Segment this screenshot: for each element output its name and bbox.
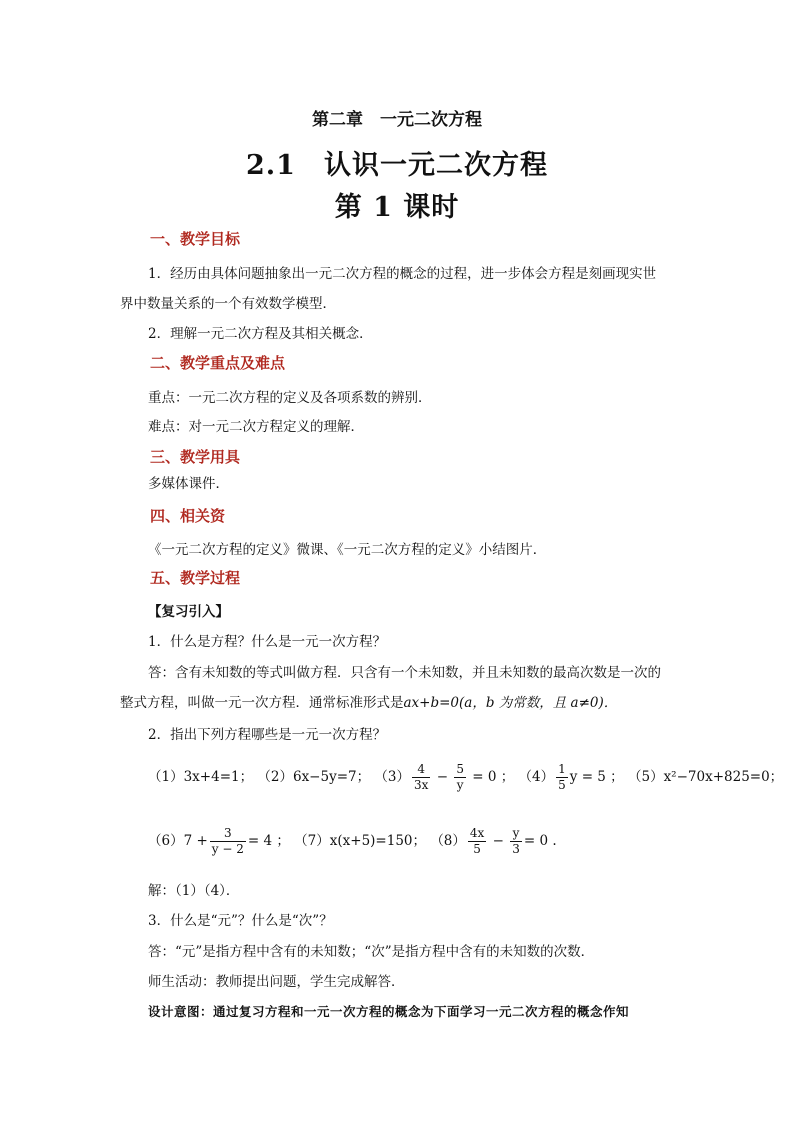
answer-1-prefix: 整式方程，叫做一元一次方程．通常标准形式是 — [120, 695, 404, 711]
section-goals-heading: 一、教学目标 — [150, 230, 241, 248]
section-tools-heading: 三、教学用具 — [150, 448, 241, 466]
fraction-1-over-5 — [556, 762, 568, 793]
review-title: 【复习引入】 — [148, 604, 229, 620]
lesson-title: 2.1 认识一元二次方程 — [246, 150, 548, 181]
lesson-subtitle: 第 1 课时 — [334, 192, 460, 223]
question-1: 1．什么是方程？什么是一元一次方程？ — [148, 634, 387, 650]
equation-4-prefix: （4） — [518, 769, 555, 785]
difficulty-point: 难点：对一元二次方程定义的理解． — [148, 419, 364, 435]
equation-8-prefix: （8） — [430, 833, 466, 849]
answer-1-line-2 — [120, 691, 617, 711]
equation-3-suffix: = 0 ； — [472, 769, 515, 785]
equation-1: （1）3x+4=1； — [148, 769, 254, 785]
fraction-denominator: y − 2 — [211, 842, 244, 856]
equation-row-1: （1）3x+4=1； （2）6x−5y=7； （3） $\frac{4}{3x}$ − $\frac{5}{y}$ = 0 ； （4） $\frac{1}{5}$ y = 5 ； （5）x²−70x+825=0； — [148, 762, 784, 792]
section-resources-heading: 四、相关资 — [150, 507, 226, 525]
equation-4-suffix: y = 5 ； — [569, 769, 624, 785]
question-2: 2．指出下列方程哪些是一元一次方程？ — [148, 727, 387, 743]
solution-text: 解：（1）（4）． — [148, 883, 240, 899]
section-process-heading: 五、教学过程 — [150, 569, 241, 587]
equation-5: （5）x²−70x+825=0； — [627, 769, 784, 785]
fraction-denominator: 3x — [414, 778, 429, 792]
fraction-numerator: 4x — [469, 826, 485, 840]
goal-1-line-2: 界中数量关系的一个有效数学模型． — [120, 296, 336, 312]
fraction-denominator: 5 — [558, 778, 566, 792]
fraction-4-over-3x — [412, 762, 430, 793]
answer-1-expression: ax+b=0(a，b 为常数，且 a≠0)． — [403, 695, 618, 711]
section-key-heading: 二、教学重点及难点 — [150, 354, 286, 372]
answer-3: 答：“元”是指方程中含有的未知数；“次”是指方程中含有的未知数的次数． — [148, 944, 595, 960]
teacher-activity: 师生活动：教师提出问题，学生完成解答． — [148, 974, 405, 990]
fraction-denominator: y — [456, 778, 464, 792]
fraction-numerator: 3 — [210, 826, 246, 842]
fraction-3-over-y-minus-2 — [210, 826, 246, 857]
key-point: 重点：一元二次方程的定义及各项系数的辨别． — [148, 390, 432, 406]
equation-6-prefix: （6）7 + — [148, 833, 208, 849]
equation-row-2: （6）7 + $\frac{3}{y - 2}$ = 4 ； （7）x(x+5)=150； （8） $\frac{4x}{5}$ − $\frac{y}{3}$ = 0 . — [148, 826, 557, 856]
answer-1-line-1: 答：含有未知数的等式叫做方程．只含有一个未知数，并且未知数的最高次数是一次的 — [148, 665, 661, 681]
fraction-numerator: 5 — [456, 762, 464, 776]
equation-3-prefix: （3） — [374, 769, 411, 785]
goal-1-line-1: 1．经历由具体问题抽象出一元二次方程的概念的过程，进一步体会方程是刻画现实世 — [148, 266, 657, 282]
fraction-4x-over-5 — [468, 826, 486, 857]
chapter-heading: 第二章 一元二次方程 — [312, 110, 482, 130]
fraction-numerator: 4 — [412, 762, 430, 778]
fraction-5-over-y — [454, 762, 466, 793]
fraction-denominator: 5 — [473, 842, 481, 856]
goal-2: 2．理解一元二次方程及其相关概念． — [148, 326, 373, 342]
equation-7: （7）x(x+5)=150； — [294, 833, 427, 849]
fraction-numerator: y — [510, 826, 522, 842]
tools-text: 多媒体课件． — [148, 476, 229, 492]
fraction-denominator: 3 — [512, 842, 520, 856]
fraction-numerator: 1 — [558, 762, 566, 776]
resources-text: 《一元二次方程的定义》微课、《一元二次方程的定义》小结图片． — [148, 542, 547, 558]
equation-8-suffix: = 0 . — [523, 833, 557, 849]
fraction-y-over-3 — [510, 826, 522, 857]
equation-2: （2）6x−5y=7； — [257, 769, 371, 785]
design-intent: 设计意图：通过复习方程和一元一次方程的概念为下面学习一元二次方程的概念作知 — [148, 1004, 630, 1019]
question-3: 3．什么是“元”？什么是“次”？ — [148, 913, 333, 929]
equation-6-suffix: = 4 ； — [247, 833, 290, 849]
